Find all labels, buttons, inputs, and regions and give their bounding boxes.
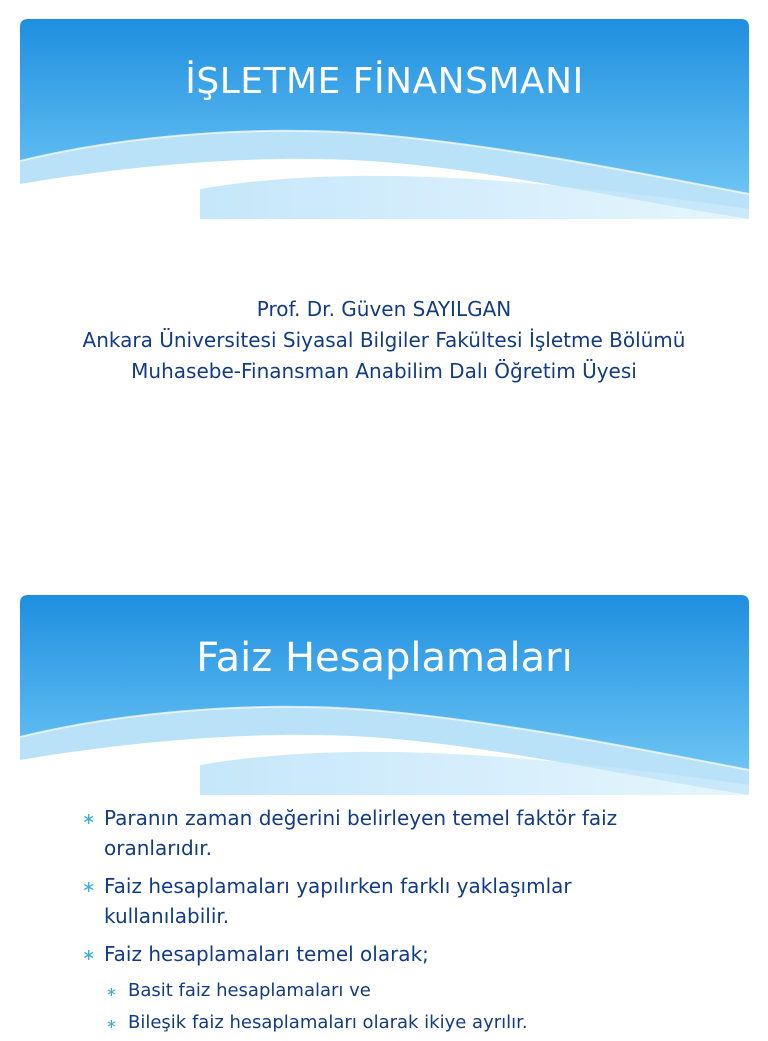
wave-banner-graphic bbox=[20, 595, 749, 795]
list-item bbox=[82, 803, 702, 863]
sub-bullet-text: Bileşik faiz hesaplamaları olarak ikiye ayrılır. bbox=[128, 1012, 528, 1033]
asterisk-bullet-icon: ∗ bbox=[106, 985, 117, 1000]
bullet-text: Faiz hesaplamaları yapılırken farklı yaklaşımlar kullanılabilir. bbox=[104, 874, 572, 928]
sub-list-item bbox=[106, 1009, 702, 1037]
sub-list-item bbox=[106, 977, 702, 1005]
asterisk-bullet-icon: ∗ bbox=[106, 1017, 117, 1032]
author-info bbox=[40, 294, 728, 387]
author-affiliation: Ankara Üniversitesi Siyasal Bilgiler Fakültesi İşletme Bölümü bbox=[82, 328, 686, 352]
wave-banner-graphic bbox=[20, 19, 749, 219]
title-banner bbox=[20, 19, 749, 219]
bullet-text: Paranın zaman değerini belirleyen temel faktör faiz oranlarıdır. bbox=[104, 806, 618, 860]
author-name: Prof. Dr. Güven SAYILGAN bbox=[256, 297, 512, 321]
sub-bullet-text: Basit faiz hesaplamaları ve bbox=[128, 980, 371, 1001]
slide-title-text: Faiz Hesaplamaları bbox=[196, 635, 573, 681]
asterisk-bullet-icon: ∗ bbox=[82, 877, 96, 896]
title-banner bbox=[20, 595, 749, 795]
bullet-text: Faiz hesaplamaları temel olarak; bbox=[104, 942, 429, 966]
bullet-list bbox=[82, 803, 702, 1041]
list-item bbox=[82, 871, 702, 931]
asterisk-bullet-icon: ∗ bbox=[82, 809, 96, 828]
list-item bbox=[82, 939, 702, 969]
asterisk-bullet-icon: ∗ bbox=[82, 945, 96, 964]
slide-interest-calculations bbox=[0, 575, 768, 1033]
author-department: Muhasebe-Finansman Anabilim Dalı Öğretim Üyesi bbox=[131, 359, 637, 383]
slide-title-text: İŞLETME FİNANSMANI bbox=[185, 61, 584, 102]
